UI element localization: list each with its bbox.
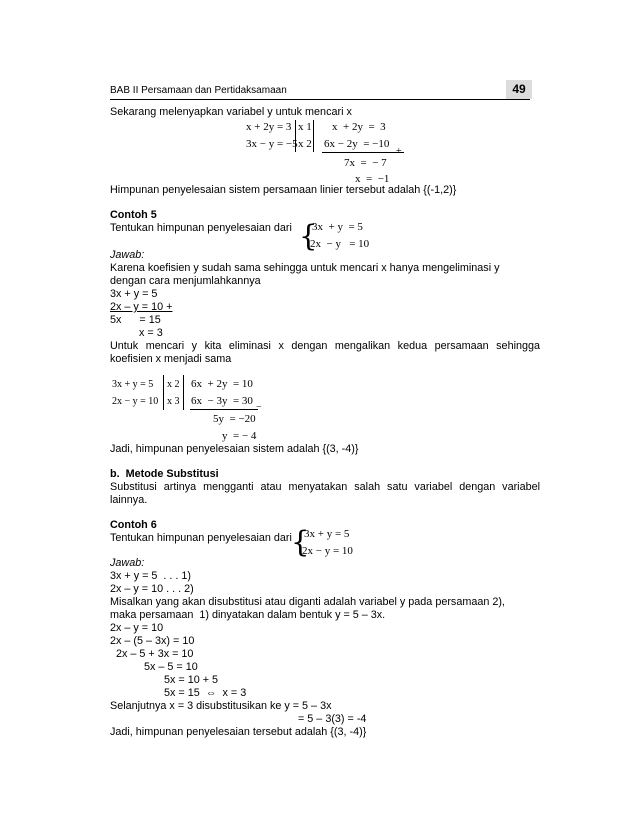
example-title: Contoh 6 (110, 519, 157, 531)
work-line: 5x = 10 + 5 (164, 674, 219, 686)
example-prompt: Tentukan himpunan penyelesaian dari (110, 222, 292, 234)
equation-2: 2x − y = 10 (112, 396, 159, 407)
paragraph-line: Selanjutnya x = 3 disubstitusikan ke y = 5 – 3x (110, 700, 332, 712)
separator-line (295, 120, 296, 152)
system-brace: { (299, 219, 318, 253)
equation-1: x + 2y = 3 (246, 121, 292, 133)
scaled-equation-2: 6x − 3y = 30 (191, 395, 253, 407)
separator-line (163, 375, 164, 410)
answer-label: Jawab: (110, 557, 145, 569)
equation-2: 3x − y = −5 (246, 138, 298, 150)
work-line: = 5 – 3(3) = -4 (298, 713, 367, 725)
scaled-equation-1: x + 2y = 3 (332, 121, 386, 133)
chapter-header: BAB II Persamaan dan Pertidaksamaan (110, 85, 287, 96)
system-equation-2: 2x − y = 10 (302, 545, 353, 557)
definition-line: lainnya. (110, 494, 148, 506)
work-line: x = 3 (139, 327, 163, 339)
work-line: 2x – y = 10 (110, 622, 164, 634)
paragraph-line: Karena koefisien y sudah sama sehingga untuk mencari x hanya mengeliminasi y (110, 262, 500, 274)
work-line: 2x – 5 + 3x = 10 (116, 648, 194, 660)
work-line: 5x – 5 = 10 (144, 661, 198, 673)
intro-text: Sekarang melenyapkan variabel y untuk mencari x (110, 106, 352, 118)
work-line: 3x + y = 5 . . . 1) (110, 570, 192, 582)
example-prompt: Tentukan himpunan penyelesaian dari (110, 532, 292, 544)
paragraph-line: Misalkan yang akan disubstitusi atau diganti adalah variabel y pada persamaan 2), (110, 596, 505, 608)
system-equation-2: 2x − y = 10 (310, 238, 370, 250)
system-equation-1: 3x + y = 5 (312, 221, 363, 233)
work-line: 5x = 15 (110, 314, 161, 326)
work-line: 2x – y = 10 + (110, 301, 173, 313)
work-line: 5x = 15 ⇔ x = 3 (164, 687, 247, 699)
definition-line: Substitusi artinya mengganti atau menyatakan salah satu variabel dengan variabel (110, 481, 540, 493)
work-line: 2x – y = 10 . . . 2) (110, 583, 194, 595)
result-line-1: 5y = −20 (213, 413, 256, 425)
multiplier-1: x 2 (167, 379, 180, 390)
work-line: 2x – (5 – 3x) = 10 (110, 635, 195, 647)
scaled-equation-2: 6x − 2y = −10 (324, 138, 390, 150)
minus-sign: − (256, 402, 262, 413)
sum-line (322, 152, 404, 153)
paragraph-line: maka persamaan 1) dinyatakan dalam bentuk y = 5 – 3x. (110, 609, 386, 621)
conclusion-text: Jadi, himpunan penyelesaian tersebut adalah {(3, -4)} (110, 726, 367, 738)
plus-sign: + (396, 146, 402, 157)
system-brace: { (291, 525, 310, 559)
equation-1: 3x + y = 5 (112, 379, 154, 390)
header-rule (110, 99, 530, 100)
conclusion-text: Jadi, himpunan penyelesaian sistem adalah {(3, -4)} (110, 443, 359, 455)
multiplier-1: x 1 (298, 121, 312, 133)
page-number: 49 (506, 80, 532, 99)
multiplier-2: x 3 (167, 396, 180, 407)
result-line-2: x = −1 (355, 173, 390, 185)
result-line-2: y = − 4 (222, 430, 257, 442)
conclusion-text: Himpunan penyelesaian sistem persamaan linier tersebut adalah {(-1,2)} (110, 184, 457, 196)
work-line: 3x + y = 5 (110, 288, 158, 300)
separator-line (183, 375, 184, 410)
paragraph-line: Untuk mencari y kita eliminasi x dengan mengalikan kedua persamaan sehingga (110, 340, 540, 352)
result-line-1: 7x = − 7 (344, 157, 387, 169)
multiplier-2: x 2 (298, 138, 312, 150)
answer-label: Jawab: (110, 249, 145, 261)
scaled-equation-1: 6x + 2y = 10 (191, 378, 253, 390)
section-title: b. Metode Substitusi (110, 468, 219, 480)
paragraph-line: koefisien x menjadi sama (110, 353, 232, 365)
paragraph-line: dengan cara menjumlahkannya (110, 275, 261, 287)
system-equation-1: 3x + y = 5 (304, 528, 350, 540)
separator-line (313, 120, 314, 152)
example-title: Contoh 5 (110, 209, 157, 221)
difference-line (190, 409, 258, 410)
